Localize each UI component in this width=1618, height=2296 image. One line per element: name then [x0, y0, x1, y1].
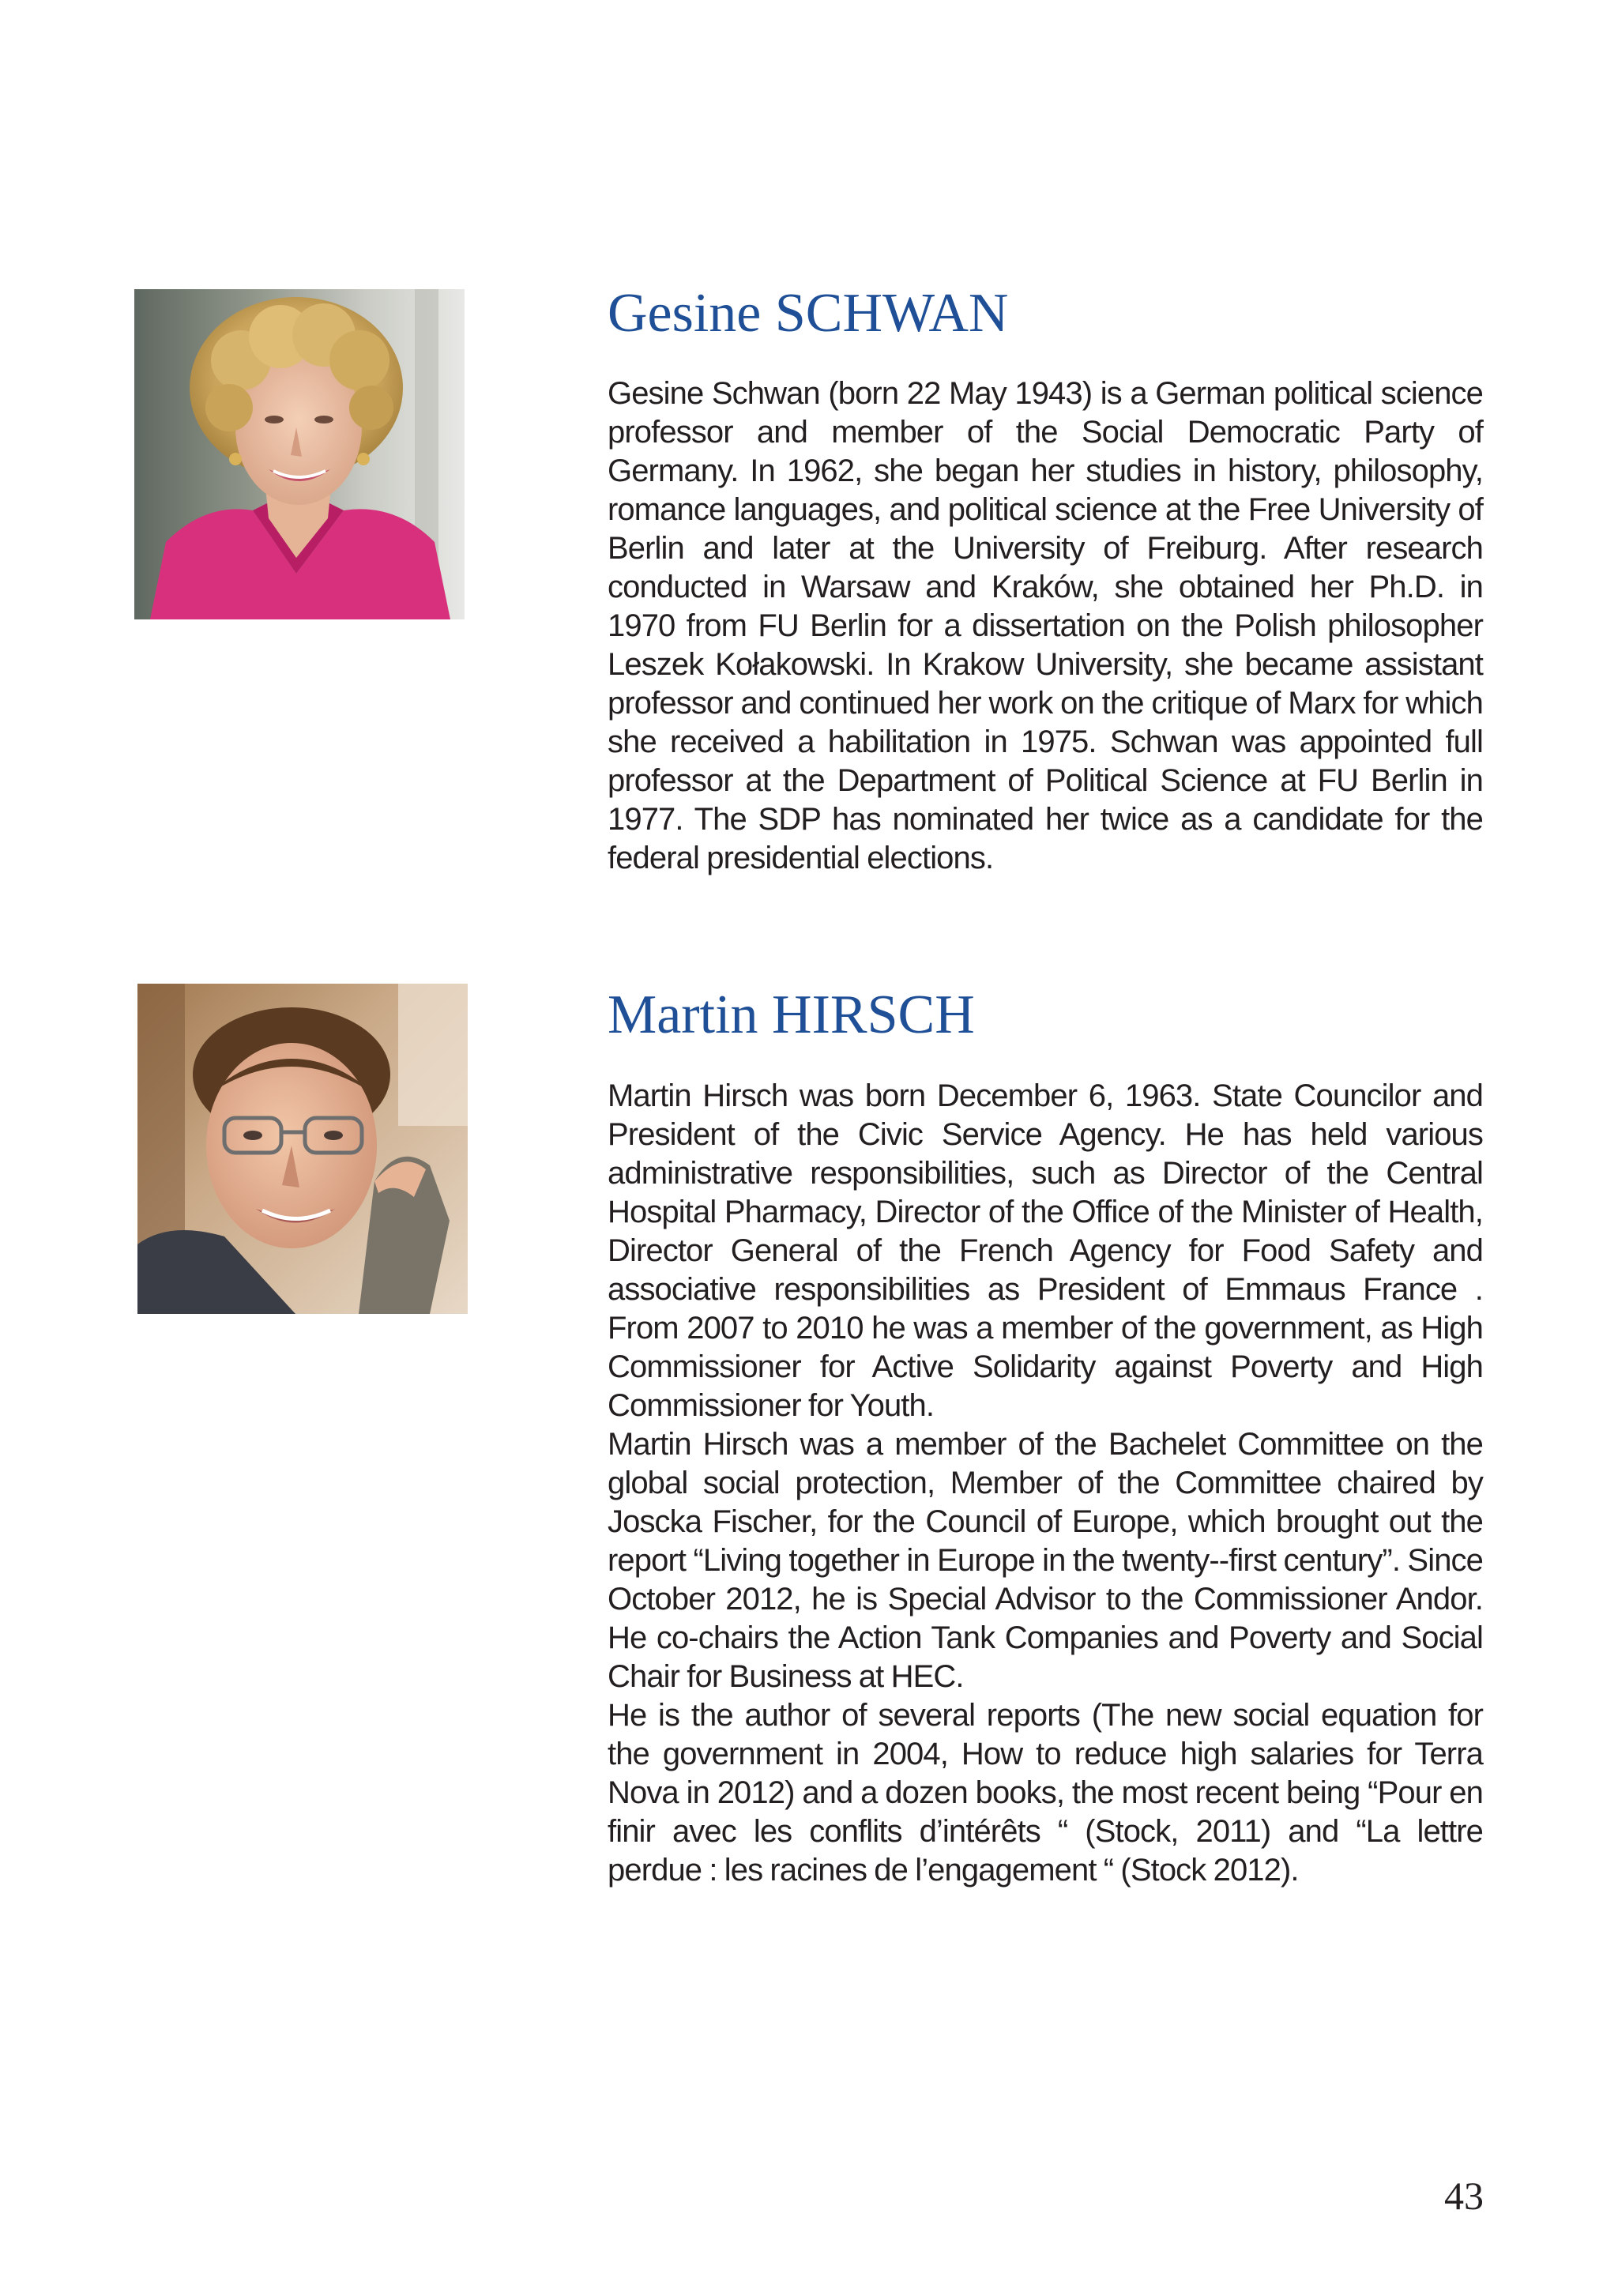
bio-paragraph: Martin Hirsch was a member of the Bachelet Committee on the global social protection, Member of the Committee chaired by Joscka Fischer, for the Council of Europe, which brought out the report “Living together in Europe in the twenty--first century”. Since October 2012, he is Special Advisor to the Commissioner Andor. He co-chairs the Action Tank Companies and Poverty and Social Chair for Business at HEC.	[608, 1427, 1483, 1694]
schwan-portrait-photo	[134, 289, 465, 619]
profile-biography	[608, 375, 1483, 878]
hirsch-portrait-photo	[137, 984, 468, 1314]
profile-name-heading: Martin HIRSCH	[608, 984, 975, 1045]
bio-paragraph: He is the author of several reports (The new social equation for the government in 2004, How to reduce high salaries for Terra Nova in 2012) and a dozen books, the most recent being “Pour en finir avec les conflits d’intérêts “ (Stock, 2011) and “La lettre perdue : les racines de l’engagement “ (Stock 2012).	[608, 1698, 1483, 1888]
bio-paragraph: Martin Hirsch was born December 6, 1963. State Councilor and President of the Civic Service Agency. He has held various administrative responsibilities, such as Director of the Central Hospital Pharmacy, Director of the Office of the Minister of Health, Director General of the French Agency for Food Safety and associative responsibilities as President of Emmaus France . From 2007 to 2010 he was a member of the government, as High Commissioner for Active Solidarity against Poverty and High Commissioner for Youth.	[608, 1078, 1483, 1423]
profile-name-heading: Gesine SCHWAN	[608, 283, 1009, 344]
bio-paragraph: Gesine Schwan (born 22 May 1943) is a German political science professor and member of the Social Democratic Party of Germany. In 1962, she began her studies in history, philosophy, romance languages, and political science at the Free University of Berlin and later at the University of Freiburg. After research conducted in Warsaw and Kraków, she obtained her Ph.D. in 1970 from FU Berlin for a dissertation on the Polish philosopher Leszek Kołakowski. In Krakow University, she became assistant professor and continued her work on the critique of Marx for which she received a habilitation in 1975. Schwan was appointed full professor at the Department of Political Science at FU Berlin in 1977. The SDP has nominated her twice as a candidate for the federal presidential elections.	[608, 376, 1483, 875]
page-number: 43	[1444, 2174, 1484, 2218]
profile-biography	[608, 1077, 1483, 1890]
